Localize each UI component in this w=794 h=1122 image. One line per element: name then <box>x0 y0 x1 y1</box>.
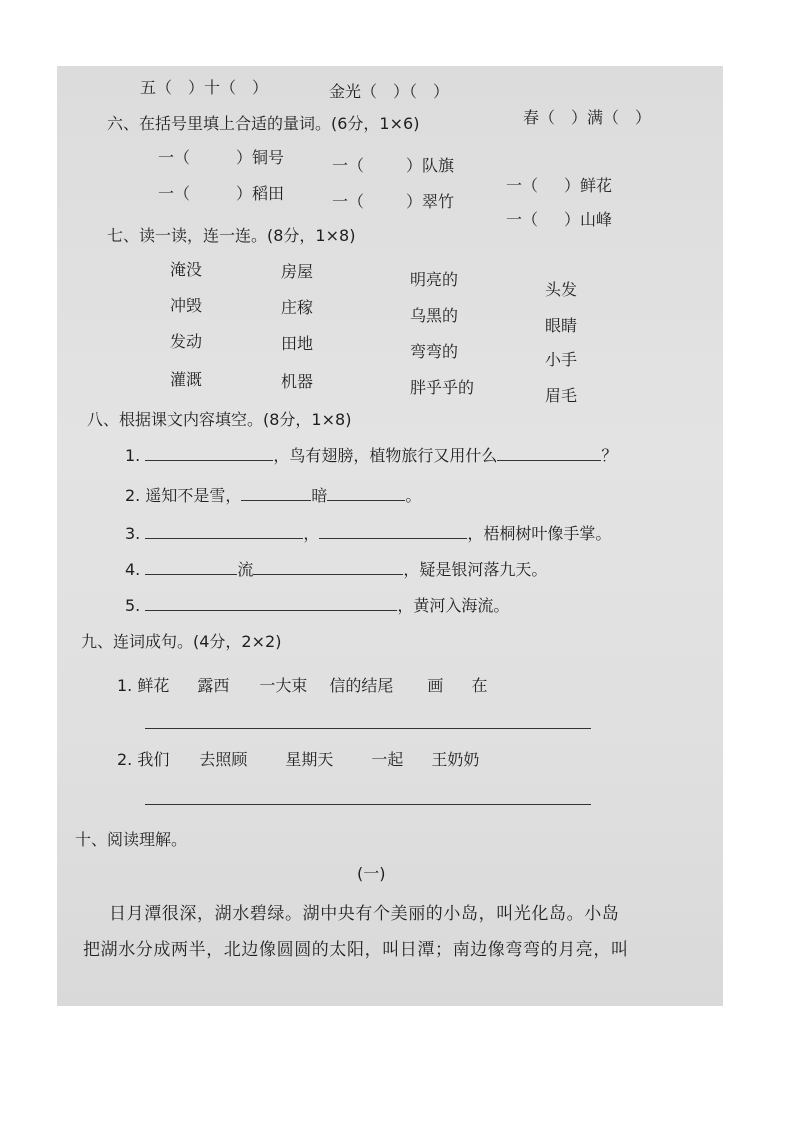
section-10-title: 十、阅读理解。 <box>75 830 188 849</box>
match-word[interactable]: 灌溉 <box>170 370 203 389</box>
word-chip: 一起 <box>371 750 404 769</box>
match-word[interactable]: 田地 <box>281 334 314 353</box>
answer-blank[interactable] <box>319 524 467 539</box>
fill-question-3: 3. ， ，梧桐树叶像手掌。 <box>125 524 612 543</box>
sentence-question-1: 1. 鲜花 露西 一大束 信的结尾 画 在 <box>117 676 488 695</box>
answer-blank[interactable] <box>241 486 311 501</box>
reading-paragraph-line: 日月潭很深，湖水碧绿。湖中央有个美丽的小岛，叫光化岛。小岛 <box>109 904 620 924</box>
section-8-title: 八、根据课文内容填空。(8分，1×8) <box>87 410 352 429</box>
match-word[interactable]: 胖乎乎的 <box>410 378 475 397</box>
word-chip: 星期天 <box>285 750 334 769</box>
fill-question-2: 2. 遥知不是雪， 暗 。 <box>125 486 422 505</box>
measure-word-item: 一（ ）鲜花 <box>506 176 613 195</box>
word-chip: 画 <box>427 676 444 695</box>
match-word[interactable]: 眼睛 <box>545 316 578 335</box>
word-chip: 在 <box>471 676 488 695</box>
match-word[interactable]: 发动 <box>170 332 203 351</box>
answer-blank[interactable] <box>145 596 397 611</box>
match-word[interactable]: 眉毛 <box>545 386 578 405</box>
line-wu-shi: 五（ ）十（ ） <box>140 78 269 97</box>
fill-question-1: 1. ，鸟有翅膀，植物旅行又用什么 ？ <box>125 446 618 465</box>
sentence-question-2: 2. 我们 去照顾 星期天 一起 王奶奶 <box>117 750 480 769</box>
word-chip: 我们 <box>137 750 170 769</box>
answer-line[interactable] <box>145 728 591 729</box>
section-7-title: 七、读一读，连一连。(8分，1×8) <box>107 226 356 245</box>
match-word[interactable]: 弯弯的 <box>410 342 459 361</box>
match-word[interactable]: 庄稼 <box>281 298 314 317</box>
word-chip: 信的结尾 <box>329 676 394 695</box>
word-chip: 露西 <box>197 676 230 695</box>
match-word[interactable]: 乌黑的 <box>410 306 459 325</box>
match-word[interactable]: 小手 <box>545 350 578 369</box>
measure-word-item: 一（ ）队旗 <box>332 156 455 175</box>
measure-word-item: 一（ ）山峰 <box>506 210 613 229</box>
word-chip: 鲜花 <box>137 676 170 695</box>
answer-blank[interactable] <box>145 560 237 575</box>
word-chip: 去照顾 <box>199 750 248 769</box>
bleed-through-mark <box>97 321 101 334</box>
line-jinguang: 金光（ ）（ ） <box>329 82 450 101</box>
answer-blank[interactable] <box>327 486 405 501</box>
reading-paragraph-line: 把湖水分成两半，北边像圆圆的太阳，叫日潭；南边像弯弯的月亮，叫 <box>83 940 629 960</box>
fill-question-5: 5. ，黄河入海流。 <box>125 596 510 615</box>
line-chun-man: 春（ ）满（ ） <box>523 108 652 127</box>
word-chip: 一大束 <box>259 676 308 695</box>
answer-blank[interactable] <box>145 446 273 461</box>
match-word[interactable]: 头发 <box>545 280 578 299</box>
match-word[interactable]: 明亮的 <box>410 270 459 289</box>
measure-word-item: 一（ ）翠竹 <box>332 192 455 211</box>
match-word[interactable]: 淹没 <box>170 260 203 279</box>
exam-paper <box>57 66 723 1006</box>
answer-line[interactable] <box>145 804 591 805</box>
fill-question-4: 4. 流 ，疑是银河落九天。 <box>125 560 548 579</box>
match-word[interactable]: 机器 <box>281 372 314 391</box>
answer-blank[interactable] <box>497 446 601 461</box>
match-word[interactable]: 房屋 <box>281 262 314 281</box>
answer-blank[interactable] <box>145 524 303 539</box>
match-word[interactable]: 冲毁 <box>170 296 203 315</box>
word-chip: 王奶奶 <box>431 750 480 769</box>
measure-word-item: 一（ ）稻田 <box>158 184 285 203</box>
section-9-title: 九、连词成句。(4分，2×2) <box>81 632 282 651</box>
answer-blank[interactable] <box>253 560 403 575</box>
measure-word-item: 一（ ）铜号 <box>158 148 285 167</box>
section-6-title: 六、在括号里填上合适的量词。(6分，1×6) <box>107 114 420 133</box>
reading-subheading: (一) <box>357 864 386 883</box>
